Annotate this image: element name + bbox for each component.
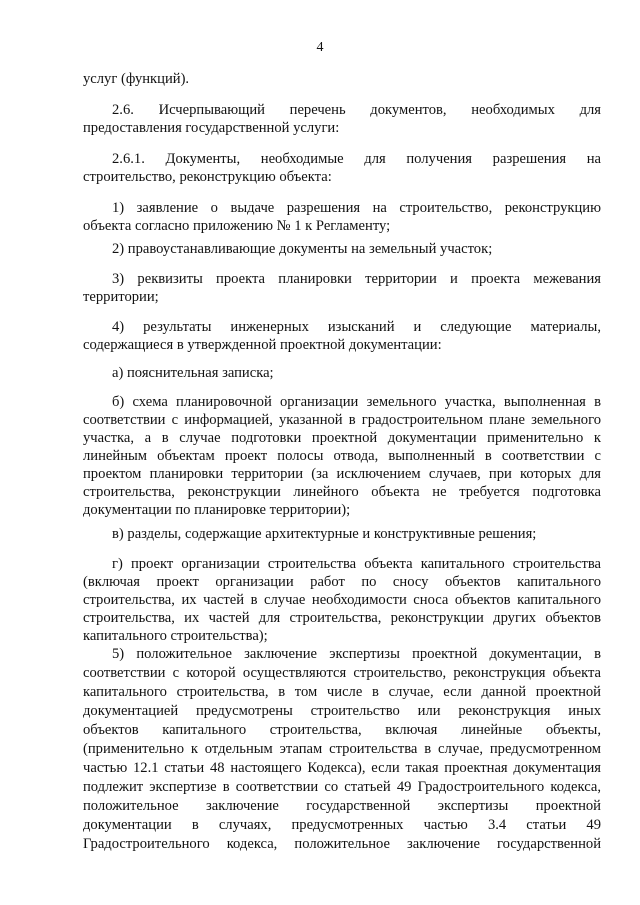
text-line: содержащиеся в утвержденной проектной документации: <box>83 337 442 353</box>
text-line: капитального строительства, в том числе в случае, если данной проектной <box>83 684 601 700</box>
text-line: объектов капитального строительства, включая линейные объекты, <box>83 722 601 738</box>
text-line: участка, а в случае подготовки проектной документации применительно к <box>83 430 601 446</box>
text-line: 2.6.1. Документы, необходимые для получения разрешения на <box>112 151 601 167</box>
text-line: соответствии с информацией, указанной в градостроительном плане земельного <box>83 412 601 428</box>
page-number: 4 <box>316 40 324 55</box>
text-line: строительство, реконструкцию объекта: <box>83 169 332 185</box>
text-line: капитального строительства); <box>83 628 268 644</box>
text-line: предоставления государственной услуги: <box>83 120 340 136</box>
text-line: строительства, их частей для строительства, реконструкции других объектов <box>83 610 601 626</box>
text-line: услуг (функций). <box>83 71 190 87</box>
text-line: (включая проект организации работ по сносу объектов капитального <box>83 574 601 590</box>
text-line: в) разделы, содержащие архитектурные и конструктивные решения; <box>112 526 537 542</box>
text-line: строительства, их частей в случае необходимости сноса объектов капитального <box>83 592 601 608</box>
text-line: положительное заключение государственной экспертизы проектной <box>83 798 601 814</box>
text-line: 1) заявление о выдаче разрешения на строительство, реконструкцию <box>112 200 601 216</box>
text-line: соответствии с которой осуществляются строительство, реконструкция объекта <box>83 665 601 681</box>
text-line: строительства, реконструкции линейного объекта не требуется подготовка <box>83 484 601 500</box>
text-line: 4) результаты инженерных изысканий и следующие материалы, <box>112 319 601 335</box>
text-line: проектом планировки территории (за исключением случаев, при которых для <box>83 466 601 482</box>
text-line: линейным объектам проект полосы отвода, выполненный в соответствии с <box>83 448 601 464</box>
text-line: (применительно к отдельным этапам строительства в случае, предусмотренном <box>83 741 601 757</box>
text-line: территории; <box>83 289 159 305</box>
text-line: 5) положительное заключение экспертизы проектной документации, в <box>112 646 601 662</box>
text-line: 2) правоустанавливающие документы на земельный участок; <box>112 241 493 257</box>
text-line: 2.6. Исчерпывающий перечень документов, необходимых для <box>112 102 601 118</box>
text-line: частью 12.1 статьи 48 настоящего Кодекса), если такая проектная документация <box>83 760 601 776</box>
text-line: 3) реквизиты проекта планировки территории и проекта межевания <box>112 271 601 287</box>
text-line: г) проект организации строительства объекта капитального строительства <box>112 556 601 572</box>
text-line: Градостроительного кодекса, положительное заключение государственной <box>83 836 601 852</box>
text-line: документации по планировке территории); <box>83 502 351 518</box>
text-line: б) схема планировочной организации земельного участка, выполненная в <box>112 394 601 410</box>
text-line: а) пояснительная записка; <box>112 365 274 381</box>
text-line: документации в случаях, предусмотренных частью 3.4 статьи 49 <box>83 817 601 833</box>
text-line: документацией предусмотрены строительство или реконструкция иных <box>83 703 601 719</box>
text-line: подлежит экспертизе в соответствии со статьей 49 Градостроительного кодекса, <box>83 779 601 795</box>
text-line: объекта согласно приложению № 1 к Регламенту; <box>83 218 391 234</box>
